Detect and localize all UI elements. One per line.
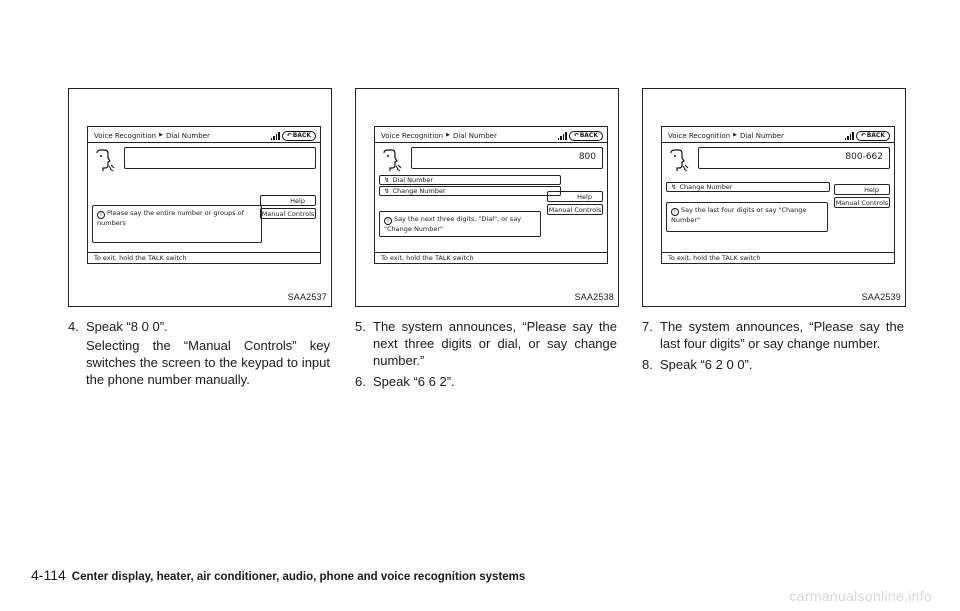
voice-command-icon: ↯ xyxy=(671,182,677,191)
step-number: 4. xyxy=(68,319,79,334)
breadcrumb xyxy=(668,132,845,140)
step-number: 7. xyxy=(642,319,653,334)
watermark: carmanualsonline.info xyxy=(789,588,932,604)
info-icon: i xyxy=(671,208,679,216)
back-label: BACK xyxy=(292,132,311,139)
screen-title-bar xyxy=(94,130,316,142)
voice-command-icon: ↯ xyxy=(384,175,390,184)
back-button[interactable] xyxy=(569,131,603,141)
step-5 xyxy=(355,318,617,369)
figure-code: SAA2537 xyxy=(287,292,327,302)
breadcrumb-root: Voice Recognition xyxy=(381,131,444,140)
prompt-box xyxy=(92,205,262,243)
back-button[interactable] xyxy=(856,131,890,141)
signal-strength-icon xyxy=(558,132,567,140)
prompt-text: Say the next three digits, "Dial", or say "Change Number" xyxy=(384,215,522,233)
prompt-text: Say the last four digits or say "Change Number" xyxy=(671,206,807,224)
step-text: Speak “6 6 2”. xyxy=(373,374,455,389)
step-text: The system announces, “Please say the next three digits or dial, or say change number.” xyxy=(373,319,617,368)
list-item-label: Change Number xyxy=(392,186,446,195)
triangle-right-icon: ▶ xyxy=(733,132,737,139)
manual-controls-button[interactable]: Manual Controls xyxy=(261,210,315,218)
footer-divider xyxy=(88,252,320,253)
breadcrumb-root: Voice Recognition xyxy=(94,131,157,140)
triangle-right-icon: ▶ xyxy=(159,132,163,139)
list-item-label: Dial Number xyxy=(392,175,434,184)
number-display: 800-662 xyxy=(698,147,890,169)
text-column-2 xyxy=(355,318,617,394)
figure-code: SAA2539 xyxy=(861,292,901,302)
screen-title-bar xyxy=(668,130,890,142)
page-footer xyxy=(31,567,525,585)
signal-strength-icon xyxy=(271,132,280,140)
figure-saa2539 xyxy=(642,88,906,307)
prompt-box xyxy=(379,211,541,237)
breadcrumb-root: Voice Recognition xyxy=(668,131,731,140)
screen-title-bar xyxy=(381,130,603,142)
step-8 xyxy=(642,356,904,373)
page-number: 4-114 xyxy=(31,567,66,583)
step-6 xyxy=(355,373,617,390)
screen-footer: To exit, hold the TALK switch xyxy=(668,253,761,262)
figure-saa2537 xyxy=(68,88,332,307)
step-number: 6. xyxy=(355,374,366,389)
voice-head-icon xyxy=(381,149,403,173)
footer-divider xyxy=(375,252,607,253)
display-screen xyxy=(87,126,321,264)
screen-footer: To exit, hold the TALK switch xyxy=(94,253,187,262)
back-arrow-icon: ↶ xyxy=(860,132,866,139)
breadcrumb xyxy=(94,132,271,140)
breadcrumb-page: Dial Number xyxy=(165,131,210,140)
list-item-label: Change Number xyxy=(679,182,733,191)
prompt-text: Please say the entire number or groups of numbers xyxy=(97,209,244,227)
text-column-1 xyxy=(68,318,330,392)
breadcrumb-page: Dial Number xyxy=(739,131,784,140)
back-label: BACK xyxy=(866,132,885,139)
info-icon: i xyxy=(384,217,392,225)
title-divider xyxy=(375,142,607,143)
list-item-change-number[interactable] xyxy=(379,186,561,196)
manual-controls-button[interactable]: Manual Controls xyxy=(835,199,889,207)
footer-divider xyxy=(662,252,894,253)
voice-command-icon: ↯ xyxy=(384,186,390,195)
back-button[interactable] xyxy=(282,131,316,141)
step-text: Speak “8 0 0”. xyxy=(86,319,168,334)
title-divider xyxy=(662,142,894,143)
voice-head-icon xyxy=(668,149,690,173)
section-title: Center display, heater, air conditioner, audio, phone and voice recognition systems xyxy=(71,571,526,583)
step-text: The system announces, “Please say the last four digits” or say change number. xyxy=(660,319,904,351)
step-7 xyxy=(642,318,904,352)
figure-saa2538 xyxy=(355,88,619,307)
signal-strength-icon xyxy=(845,132,854,140)
help-button[interactable]: Help xyxy=(834,184,890,195)
voice-head-icon xyxy=(94,149,116,173)
text-column-3 xyxy=(642,318,904,377)
help-button[interactable]: Help xyxy=(260,195,316,206)
step-number: 5. xyxy=(355,319,366,334)
screen-footer: To exit, hold the TALK switch xyxy=(381,253,474,262)
info-icon: i xyxy=(97,211,105,219)
step-text: Speak “6 2 0 0”. xyxy=(660,357,753,372)
prompt-box xyxy=(666,202,828,232)
list-item-dial-number[interactable] xyxy=(379,175,561,185)
step-number: 8. xyxy=(642,357,653,372)
step-paragraph: Selecting the “Manual Controls” key switches the screen to the keypad to input the phone number manually. xyxy=(86,338,330,387)
back-arrow-icon: ↶ xyxy=(286,132,292,139)
help-button[interactable]: Help xyxy=(547,191,603,202)
figure-code: SAA2538 xyxy=(574,292,614,302)
triangle-right-icon: ▶ xyxy=(446,132,450,139)
back-arrow-icon: ↶ xyxy=(573,132,579,139)
display-screen xyxy=(661,126,895,264)
number-display: 800 xyxy=(411,147,603,169)
breadcrumb-page: Dial Number xyxy=(452,131,497,140)
manual-controls-button[interactable]: Manual Controls xyxy=(548,206,602,214)
display-screen xyxy=(374,126,608,264)
step-4 xyxy=(68,318,330,388)
title-divider xyxy=(88,142,320,143)
breadcrumb xyxy=(381,132,558,140)
back-label: BACK xyxy=(579,132,598,139)
list-item-change-number[interactable] xyxy=(666,182,830,192)
number-display xyxy=(124,147,316,169)
